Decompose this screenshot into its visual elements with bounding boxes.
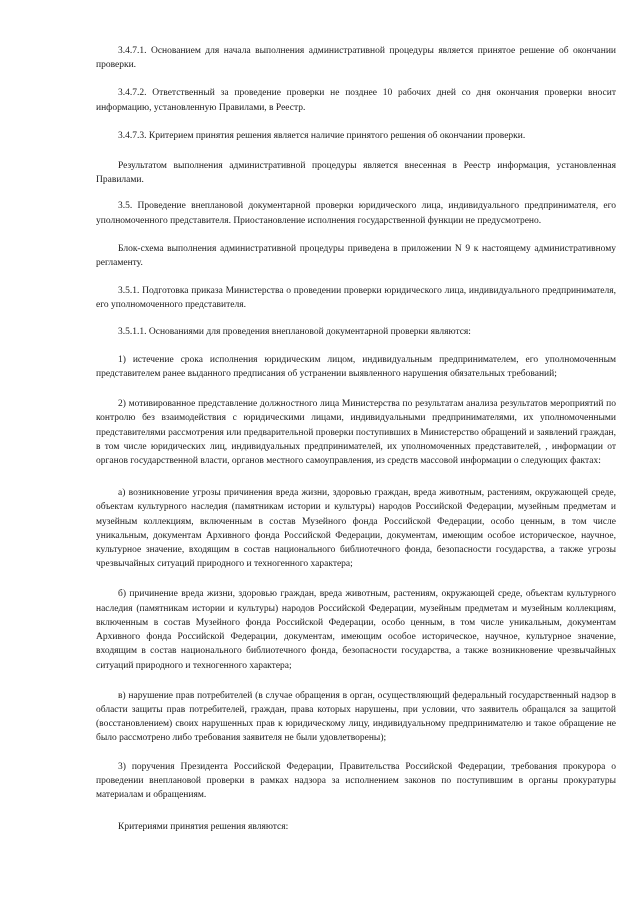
paragraph-block-diagram: Блок-схема выполнения административной процедуры приведена в приложении N 9 к настоящему административному регламенту. <box>96 243 616 269</box>
paragraph-3-5-1-1: 3.5.1.1. Основаниями для проведения внеплановой документарной проверки являются: <box>118 326 471 337</box>
list-item-3: 3) поручения Президента Российской Федерации, Правительства Российской Федерации, требования прокурора о проведении внеплановой проверки в рамках надзора за исполнением законов по поступившим в органы прокуратуры материалам и обращениям. <box>96 761 616 800</box>
list-item-2: 2) мотивированное представление должностного лица Министерства по результатам анализа результатов мероприятий по контролю без взаимодействия с юридическими лицами, индивидуальными предпринимателями, их уполномоченными представителями рассмотрения или предварительной проверки поступивших в Министерство обращений и заявлений граждан, в том числе юридических лиц, индивидуальных предпринимателей, их уполномоченных представителей, , информации от органов государственной власти, органов местного самоуправления, из средств массовой информации о следующих фактах: <box>96 399 616 467</box>
paragraph-result: Результатом выполнения административной процедуры является внесенная в Реестр информация, установленная Правилами. <box>96 161 616 186</box>
paragraph-3-4-7-2: 3.4.7.2. Ответственный за проведение проверки не позднее 10 рабочих дней со дня окончания проверки вносит информацию, установленную Правилами, в Реестр. <box>96 88 616 113</box>
paragraph-3-4-7-3: 3.4.7.3. Критерием принятия решения является наличие принятого решения об окончании проверки. <box>118 130 526 141</box>
paragraph-3-5-1: 3.5.1. Подготовка приказа Министерства о проведении проверки юридического лица, индивидуального предпринимателя, его уполномоченного представителя. <box>96 286 616 311</box>
list-item-b: б) причинение вреда жизни, здоровью граждан, вреда животным, растениям, окружающей среде, объектам культурного наследия (памятникам истории и культуры) народов Российской Федерации, музейным предметам и музейным коллекциям, включенным в состав Музейного фонда Российской Федерации, особо ценным, в том числе уникальным, документам Архивного фонда Российской Федерации, документам, имеющим особое историческое, научное, культурное значение, входящим в состав национального библиотечного фонда, безопасности государства, а также возникновение чрезвычайных ситуаций природного и техногенного характера; <box>96 589 616 671</box>
list-item-a: а) возникновение угрозы причинения вреда жизни, здоровью граждан, вреда животным, растениям, окружающей среде, объектам культурного наследия (памятникам истории и культуры) народов Российской Федерации, музейным предметам и музейным коллекциям, включенным в состав Музейного фонда Российской Федерации, особо ценным, в том числе уникальным, документам Архивного фонда Российской Федерации, документам, имеющим особое историческое, научное, культурное значение, входящим в состав национального библиотечного фонда, безопасности государства, а также угрозы чрезвычайных ситуаций природного и техногенного характера; <box>96 488 616 570</box>
paragraph-criteria: Критериями принятия решения являются: <box>118 822 289 833</box>
paragraph-3-4-7-1: 3.4.7.1. Основанием для начала выполнения административной процедуры является принятое решение об окончании проверки. <box>96 46 616 71</box>
list-item-1: 1) истечение срока исполнения юридическим лицом, индивидуальным предпринимателем, его уполномоченным представителем ранее выданного предписания об устранении выявленного нарушения обязательных требований; <box>96 354 616 380</box>
paragraph-3-5: 3.5. Проведение внеплановой документарной проверки юридического лица, индивидуального предпринимателя, его уполномоченного представителя. Приостановление исполнения государственной функции не предусмотрено. <box>96 201 616 226</box>
list-item-v: в) нарушение прав потребителей (в случае обращения в орган, осуществляющий федеральный государственный надзор в области защиты прав потребителей, граждан, права которых нарушены, при условии, что заявитель обращался за защитой (восстановлением) своих нарушенных прав к юридическому лицу, индивидуальному предпринимателю и такое обращение не было рассмотрено либо требования заявителя не были удовлетворены); <box>96 690 616 744</box>
